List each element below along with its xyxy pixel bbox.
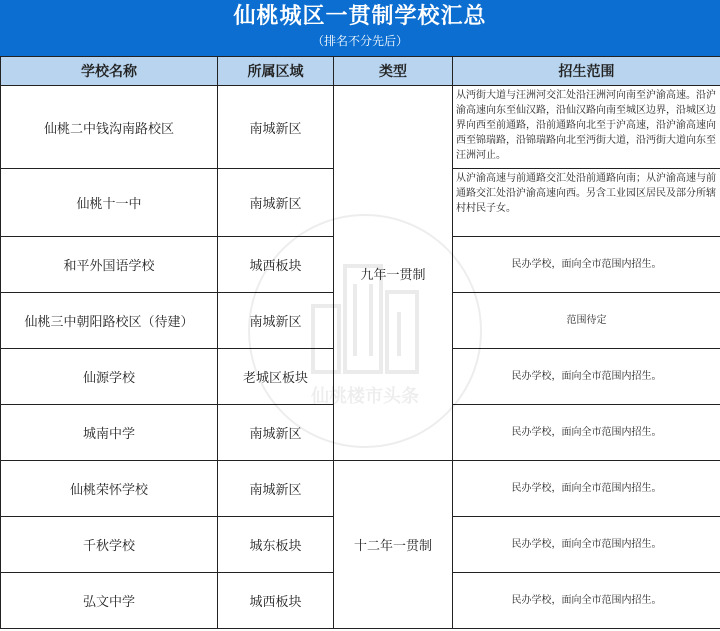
school-area: 城西板块 <box>218 573 334 629</box>
table-row <box>1 86 720 169</box>
enrollment-scope: 民办学校，面向全市范围内招生。 <box>453 517 720 573</box>
school-name: 仙桃三中朝阳路校区（待建） <box>1 293 218 349</box>
school-area: 南城新区 <box>218 86 334 169</box>
school-name: 弘文中学 <box>1 573 218 629</box>
table-row <box>1 461 720 517</box>
school-name: 仙桃荣怀学校 <box>1 461 218 517</box>
school-area: 城东板块 <box>218 517 334 573</box>
column-header-area: 所属区域 <box>218 57 334 86</box>
school-name: 和平外国语学校 <box>1 237 218 293</box>
enrollment-scope: 民办学校，面向全市范围内招生。 <box>453 237 720 293</box>
school-name: 千秋学校 <box>1 517 218 573</box>
school-area: 老城区板块 <box>218 349 334 405</box>
page-title: 仙桃城区一贯制学校汇总 <box>233 4 487 29</box>
enrollment-scope: 民办学校，面向全市范围内招生。 <box>453 461 720 517</box>
school-area: 南城新区 <box>218 169 334 237</box>
school-table <box>0 56 720 629</box>
column-header-scope: 招生范围 <box>453 57 720 86</box>
enrollment-scope: 从沔街大道与汪洲河交汇处沿汪洲河向南至沪渝高速。沿沪渝高速向东至仙汉路，沿仙汉路向南至城区边界，沿城区边界向西至前通路，沿前通路向北至于沪高速，沿沪渝高速向西至锦瑞路，沿锦瑞路向北至沔街大道，沿沔街大道向东至汪洲河止。 <box>453 86 720 169</box>
title-banner <box>0 0 720 56</box>
school-name: 仙桃十一中 <box>1 169 218 237</box>
enrollment-scope: 从沪渝高速与前通路交汇处沿前通路向南；从沪渝高速与前通路交汇处沿沪渝高速向西。另含工业园区居民及部分所辖村村民子女。 <box>453 169 720 237</box>
enrollment-scope: 民办学校，面向全市范围内招生。 <box>453 405 720 461</box>
school-area: 南城新区 <box>218 461 334 517</box>
school-name: 仙源学校 <box>1 349 218 405</box>
table-header-row <box>1 57 720 86</box>
enrollment-scope: 范围待定 <box>453 293 720 349</box>
school-name: 仙桃二中钱沟南路校区 <box>1 86 218 169</box>
school-area: 城西板块 <box>218 237 334 293</box>
page-subtitle: （排名不分先后） <box>311 34 408 48</box>
school-name: 城南中学 <box>1 405 218 461</box>
school-type: 九年一贯制 <box>334 86 453 461</box>
school-type: 十二年一贯制 <box>334 461 453 629</box>
column-header-name: 学校名称 <box>1 57 218 86</box>
watermark-text: 仙桃楼市头条 <box>311 386 419 407</box>
enrollment-scope: 民办学校，面向全市范围内招生。 <box>453 349 720 405</box>
school-area: 南城新区 <box>218 293 334 349</box>
column-header-type: 类型 <box>334 57 453 86</box>
enrollment-scope: 民办学校，面向全市范围内招生。 <box>453 573 720 629</box>
school-area: 南城新区 <box>218 405 334 461</box>
